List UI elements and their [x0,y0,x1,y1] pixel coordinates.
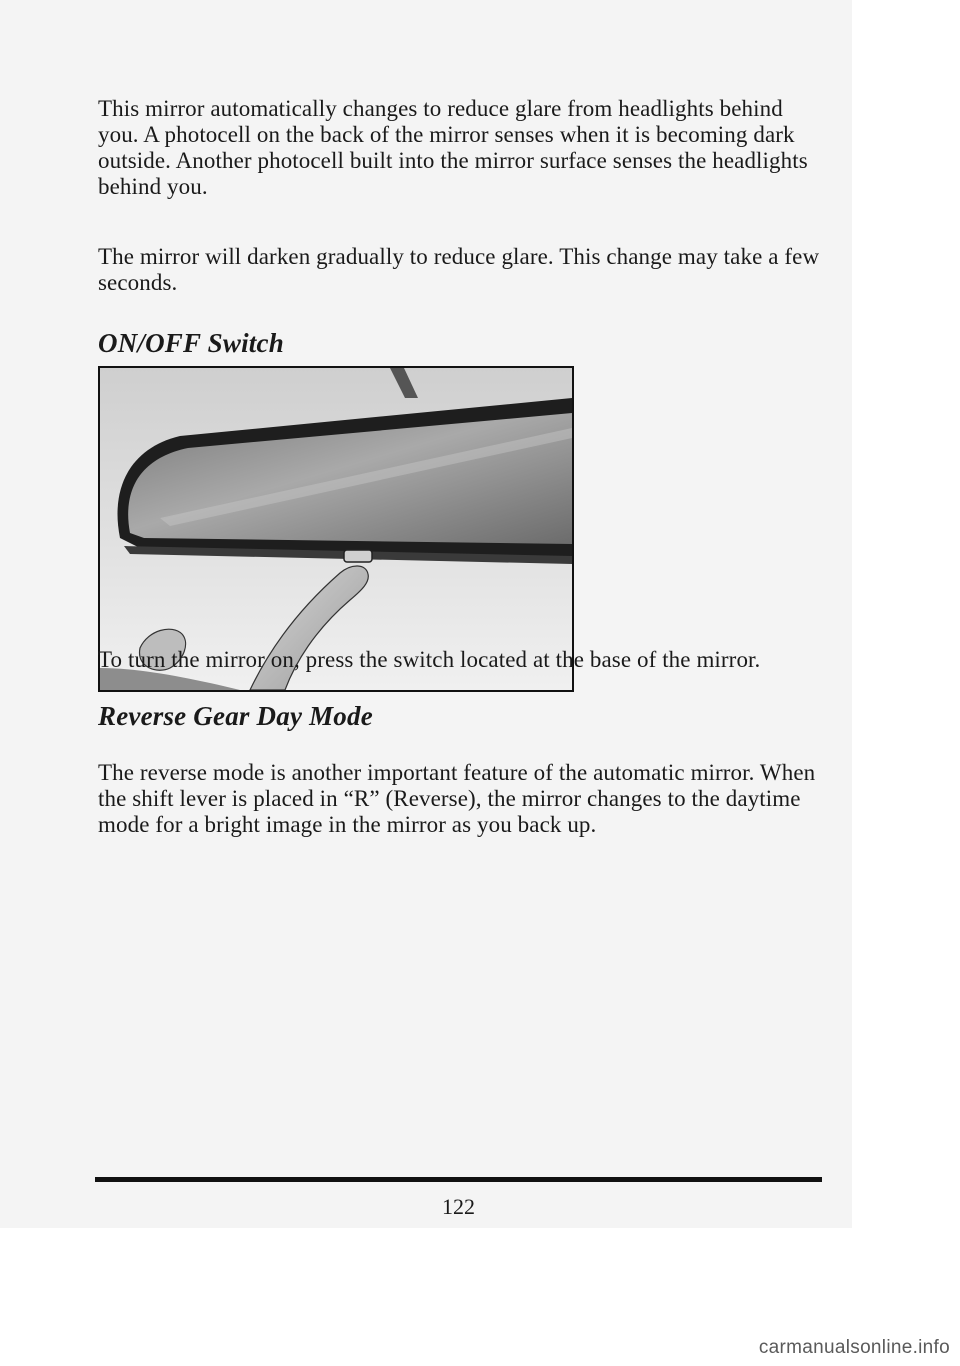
darken-paragraph: The mirror will darken gradually to reduce glare. This change may take a few seconds. [98,244,820,295]
reverse-mode-paragraph: The reverse mode is another important feature of the automatic mirror. When the shift lever is placed in “R” (Reverse), the mirror changes to the daytime mode for a bright image in the mirror as you back up. [98,760,816,837]
onoff-switch-heading: ON/OFF Switch [98,328,284,358]
reverse-gear-heading: Reverse Gear Day Mode [98,701,373,731]
turn-on-paragraph: To turn the mirror on, press the switch located at the base of the mirror. [98,647,761,672]
watermark-text: carmanualsonline.info [758,1337,950,1358]
page-number: 122 [442,1194,475,1219]
intro-paragraph: This mirror automatically changes to reduce glare from headlights behind you. A photocell on the back of the mirror senses when it is becoming dark outside. Another photocell built into the mirror surface senses the headlights behind you. [98,96,808,199]
mirror-illustration-svg [100,368,572,690]
mirror-switch-illustration [98,366,574,692]
footer-rule [95,1177,822,1182]
